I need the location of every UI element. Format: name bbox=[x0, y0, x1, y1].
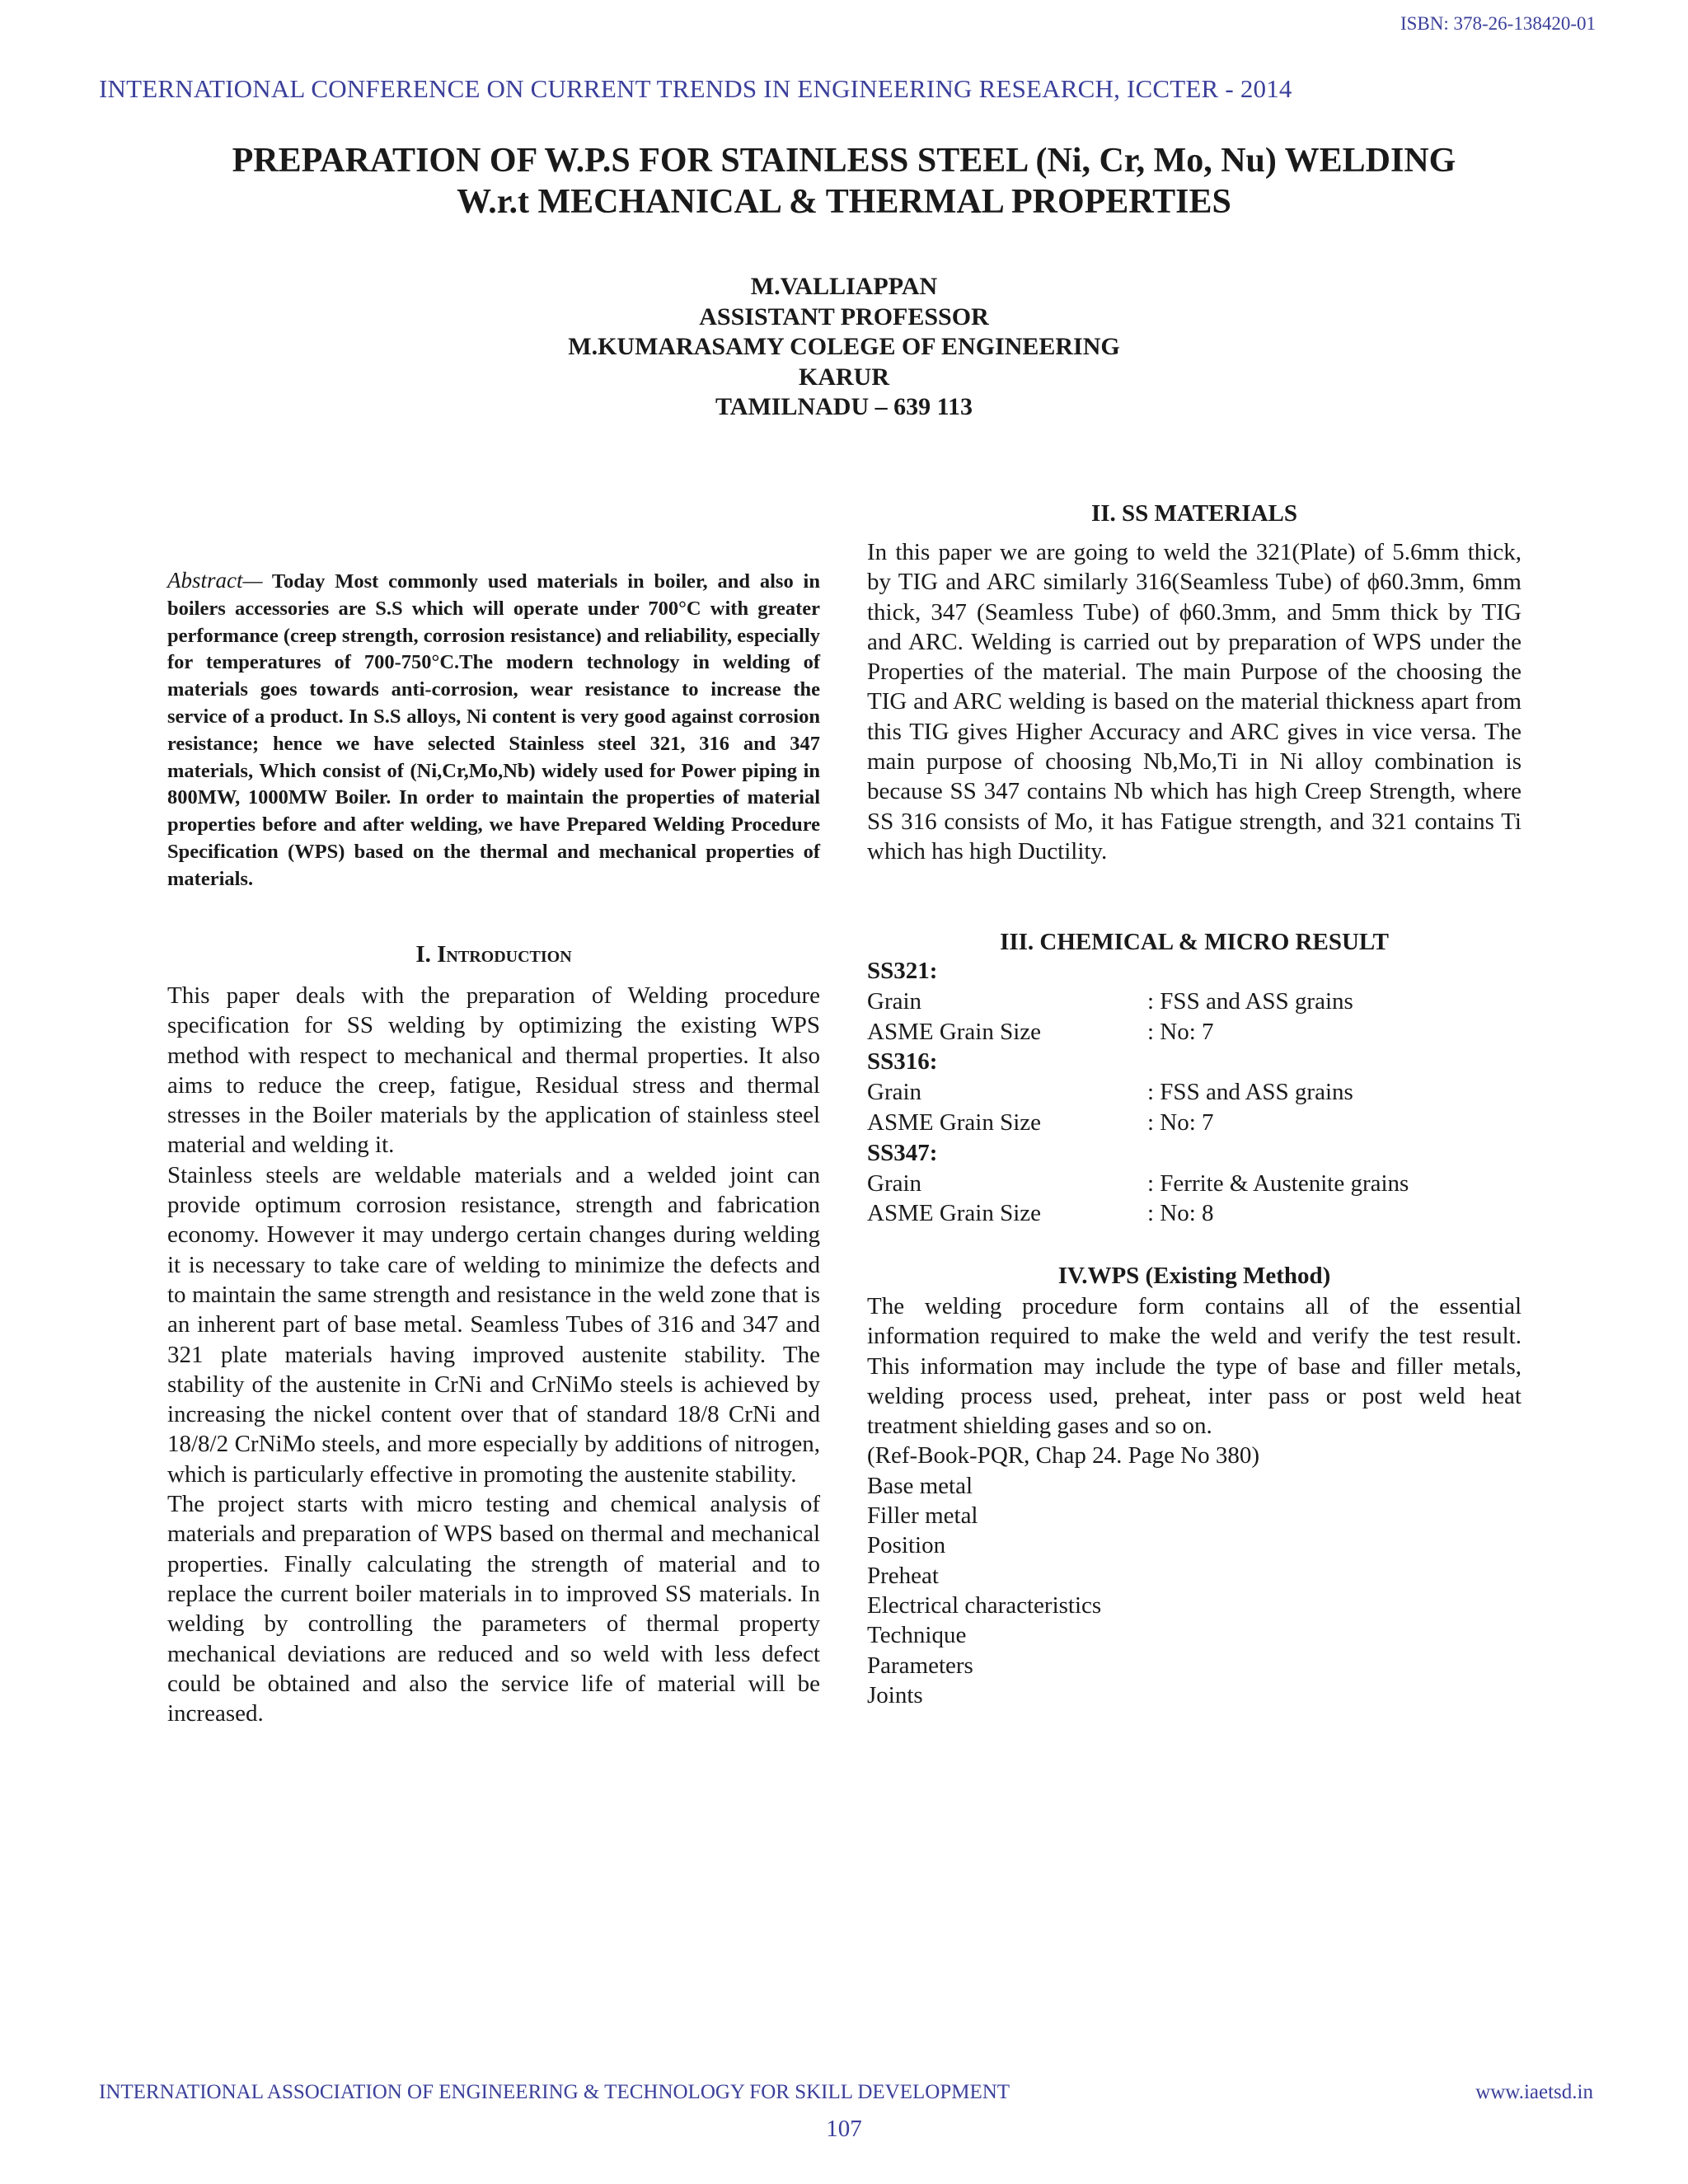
result-key: ASME Grain Size bbox=[867, 1018, 1042, 1045]
conference-header: INTERNATIONAL CONFERENCE ON CURRENT TRENDS IN ENGINEERING RESEARCH, ICCTER - 2014 bbox=[99, 74, 1292, 103]
group-name-ss347: SS347: bbox=[867, 1139, 938, 1166]
author-block bbox=[0, 272, 1688, 423]
result-key: Grain bbox=[867, 1169, 922, 1197]
list-item: Preheat bbox=[867, 1562, 939, 1589]
result-value: : No: 8 bbox=[1147, 1200, 1214, 1227]
title-line-1: PREPARATION OF W.P.S FOR STAINLESS STEEL (Ni, Cr, Mo, Nu) WELDING bbox=[232, 142, 1456, 180]
list-item: Technique bbox=[867, 1622, 967, 1649]
result-row bbox=[867, 1169, 1522, 1199]
abstract bbox=[167, 567, 820, 893]
author-name: M.VALLIAPPAN bbox=[750, 273, 938, 300]
wps-items bbox=[867, 1471, 1522, 1710]
result-value: : No: 7 bbox=[1147, 1018, 1214, 1045]
group-name-ss321: SS321: bbox=[867, 958, 938, 984]
abstract-text: Today Most commonly used materials in boiler, and also in boilers accessories are S.S which will operate under 700°C with greater performance (creep strength, corrosion resistance) and reliability, especially for temperatures of 700-750°C.The modern technology in welding of materials goes towards anti-corrosion, wear resistance to increase the service of a product. In S.S alloys, Ni content is very good against corrosion resistance; hence we have selected Stainless steel 321, 316 and 347 materials, Which consist of (Ni,Cr,Mo,Nb) widely used for Power piping in 800MW, 1000MW Boiler. In order to maintain the properties of material properties before and after welding, we have Prepared Welding Procedure Specification (WPS) based on the thermal and mechanical properties of materials. bbox=[167, 570, 820, 890]
abstract-label: Abstract— bbox=[167, 568, 263, 593]
result-row bbox=[867, 1077, 1522, 1108]
author-position: ASSISTANT PROFESSOR bbox=[699, 302, 989, 330]
result-key: ASME Grain Size bbox=[867, 1200, 1042, 1227]
author-state: TAMILNADU – 639 113 bbox=[715, 393, 973, 420]
wps-paragraph: The welding procedure form contains all of the essential information required to make the weld and verify the test result. This information may include the type of base and filler metals, welding process used, preheat, inter pass or post weld heat treatment shielding gases and so on. bbox=[867, 1293, 1522, 1440]
isbn: ISBN: 378-26-138420-01 bbox=[1400, 13, 1596, 34]
paper-title bbox=[0, 140, 1688, 223]
title-line-2: W.r.t MECHANICAL & THERMAL PROPERTIES bbox=[457, 183, 1231, 221]
result-value: : FSS and ASS grains bbox=[1147, 1079, 1353, 1106]
list-item: Electrical characteristics bbox=[867, 1591, 1102, 1619]
result-key: Grain bbox=[867, 1079, 922, 1106]
intro-paragraph-1: This paper deals with the preparation of Welding procedure specification for SS welding by optimizing the existing WPS method with respect to mechanical and thermal properties. It also aims to reduce the creep, fatigue, Residual stress and thermal stresses in the Boiler materials by the application of stainless steel material and welding it. bbox=[167, 982, 820, 1159]
author-institution: M.KUMARASAMY COLEGE OF ENGINEERING bbox=[568, 333, 1120, 360]
intro-paragraph-3: The project starts with micro testing and chemical analysis of materials and preparation of WPS based on thermal and mechanical properties. Finally calculating the strength of material and to replace the current boiler materials in to improved SS materials. In welding by controlling the parameters of thermal property mechanical deviations are reduced and so weld with less defect could be obtained and also the service life of material will be increased. bbox=[167, 1491, 820, 1727]
list-item: Filler metal bbox=[867, 1502, 978, 1530]
group-name-ss316: SS316: bbox=[867, 1048, 938, 1076]
intro-paragraph-2: Stainless steels are weldable materials and a welded joint can provide optimum corrosion resistance, strength and fabrication economy. However it may undergo certain changes during welding it is necessary to take care of welding to minimize the defects and to maintain the same strength and resistance in the weld zone that is an inherent part of base metal. Seamless Tubes of 316 and 347 and 321 plate materials having improved austenite stability. The stability of the austenite in CrNi and CrNiMo steels is achieved by increasing the nickel content over that of standard 18/8 CrNi and 18/8/2 CrNiMo steels, and more especially by additions of nitrogen, which is particularly effective in promoting the austenite stability. bbox=[167, 1161, 820, 1488]
list-item: Position bbox=[867, 1532, 946, 1559]
result-key: Grain bbox=[867, 987, 922, 1015]
chemical-results bbox=[867, 956, 1522, 1229]
ss-materials-body: In this paper we are going to weld the 321(Plate) of 5.6mm thick, by TIG and ARC similarly 316(Seamless Tube) of ϕ60.3mm, 6mm thick, 347 (Seamless Tube) of ϕ60.3mm, and 5mm thick by TIG and ARC. Welding is carried out by preparation of WPS under the Properties of the material. The main Purpose of the choosing the TIG and ARC welding is based on the material thickness apart from this TIG gives Higher Accuracy and ARC gives in vice versa. The main purpose of choosing Nb,Mo,Ti in Ni alloy combination is because SS 347 contains Nb which has high Creep Strength, where SS 316 consists of Mo, it has Fatigue strength, and 321 contains Ti which has high Ductility. bbox=[867, 539, 1522, 865]
author-city: KARUR bbox=[799, 363, 889, 391]
result-value: : No: 7 bbox=[1147, 1108, 1214, 1136]
wps-heading: IV.WPS (Existing Method) bbox=[1057, 1263, 1331, 1289]
result-row bbox=[867, 987, 1522, 1017]
list-item: Parameters bbox=[867, 1652, 973, 1679]
introduction-heading: I. Introduction bbox=[415, 941, 572, 968]
wps-body bbox=[867, 1291, 1522, 1710]
footer-website-link[interactable]: www.iaetsd.in bbox=[1475, 2081, 1593, 2103]
result-value: : Ferrite & Austenite grains bbox=[1147, 1169, 1409, 1197]
list-item: Joints bbox=[867, 1681, 923, 1708]
result-row bbox=[867, 1198, 1522, 1229]
result-row bbox=[867, 1017, 1522, 1047]
result-row bbox=[867, 1108, 1522, 1138]
page-number: 107 bbox=[826, 2116, 862, 2142]
chemical-heading: III. CHEMICAL & MICRO RESULT bbox=[1000, 929, 1389, 955]
introduction-body bbox=[167, 981, 820, 1728]
ss-materials-heading: II. SS MATERIALS bbox=[1090, 500, 1298, 527]
result-value: : FSS and ASS grains bbox=[1147, 987, 1353, 1015]
result-key: ASME Grain Size bbox=[867, 1108, 1042, 1136]
list-item: Base metal bbox=[867, 1472, 973, 1499]
wps-reference: (Ref-Book-PQR, Chap 24. Page No 380) bbox=[867, 1442, 1260, 1469]
footer-association: INTERNATIONAL ASSOCIATION OF ENGINEERING & TECHNOLOGY FOR SKILL DEVELOPMENT bbox=[99, 2081, 1010, 2103]
